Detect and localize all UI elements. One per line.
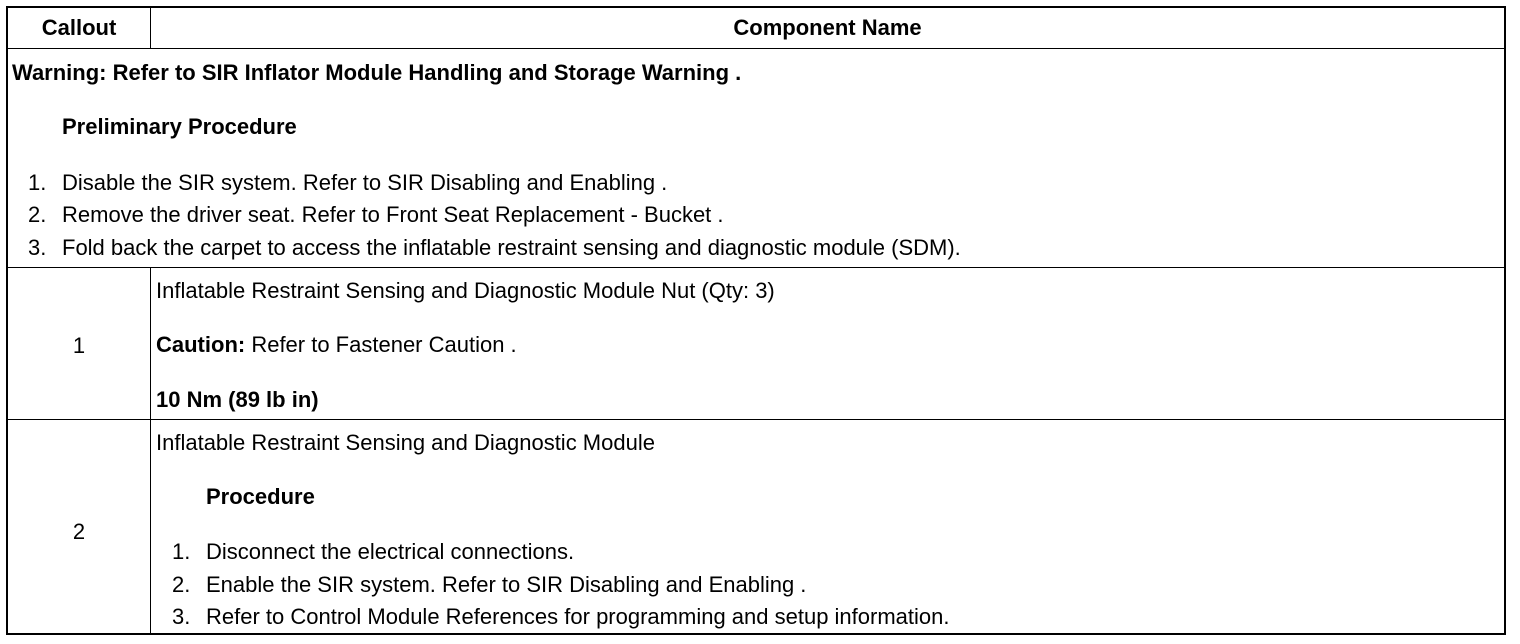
row-2-step-2-text: Enable the SIR system. Refer to SIR Disabling and Enabling . bbox=[206, 572, 807, 597]
prelim-step-3-text: Fold back the carpet to access the inflatable restraint sensing and diagnostic module (SDM). bbox=[62, 235, 961, 260]
row-2-component-name: Inflatable Restraint Sensing and Diagnostic Module bbox=[156, 430, 655, 455]
prelim-step-2-text: Remove the driver seat. Refer to Front Seat Replacement - Bucket . bbox=[62, 202, 724, 227]
callout-column-divider bbox=[150, 267, 151, 633]
warning-text: Warning: Refer to SIR Inflator Module Handling and Storage Warning . bbox=[12, 60, 742, 85]
prelim-step-3-number: 3. bbox=[28, 235, 47, 260]
row-2-step-2-number: 2. bbox=[172, 572, 191, 597]
row-2-step-3-number: 3. bbox=[172, 604, 191, 629]
prelim-step-1-number: 1. bbox=[28, 170, 47, 195]
header-callout: Callout bbox=[41, 15, 117, 40]
row-2-procedure-title: Procedure bbox=[206, 484, 315, 509]
preliminary-bottom-line bbox=[8, 267, 1504, 268]
row-1-caution bbox=[156, 332, 517, 358]
header-bottom-line bbox=[8, 48, 1504, 49]
prelim-step-2-number: 2. bbox=[28, 202, 47, 227]
callout-2: 2 bbox=[72, 519, 86, 544]
component-table bbox=[6, 6, 1506, 635]
caution-label: Caution: bbox=[156, 332, 246, 357]
row-2-step-1-number: 1. bbox=[172, 539, 191, 564]
header-divider bbox=[150, 8, 151, 48]
header-component-name: Component Name bbox=[733, 15, 922, 40]
preliminary-procedure-title: Preliminary Procedure bbox=[62, 114, 297, 139]
row-2-step-3-text: Refer to Control Module References for programming and setup information. bbox=[206, 604, 950, 629]
row-1-component-name: Inflatable Restraint Sensing and Diagnostic Module Nut (Qty: 3) bbox=[156, 278, 775, 303]
prelim-step-1-text: Disable the SIR system. Refer to SIR Disabling and Enabling . bbox=[62, 170, 668, 195]
callout-1: 1 bbox=[72, 333, 86, 358]
row-1-torque: 10 Nm (89 lb in) bbox=[156, 387, 319, 412]
caution-text: Refer to Fastener Caution . bbox=[245, 332, 517, 357]
row-1-bottom-line bbox=[8, 419, 1504, 420]
row-2-step-1-text: Disconnect the electrical connections. bbox=[206, 539, 575, 564]
